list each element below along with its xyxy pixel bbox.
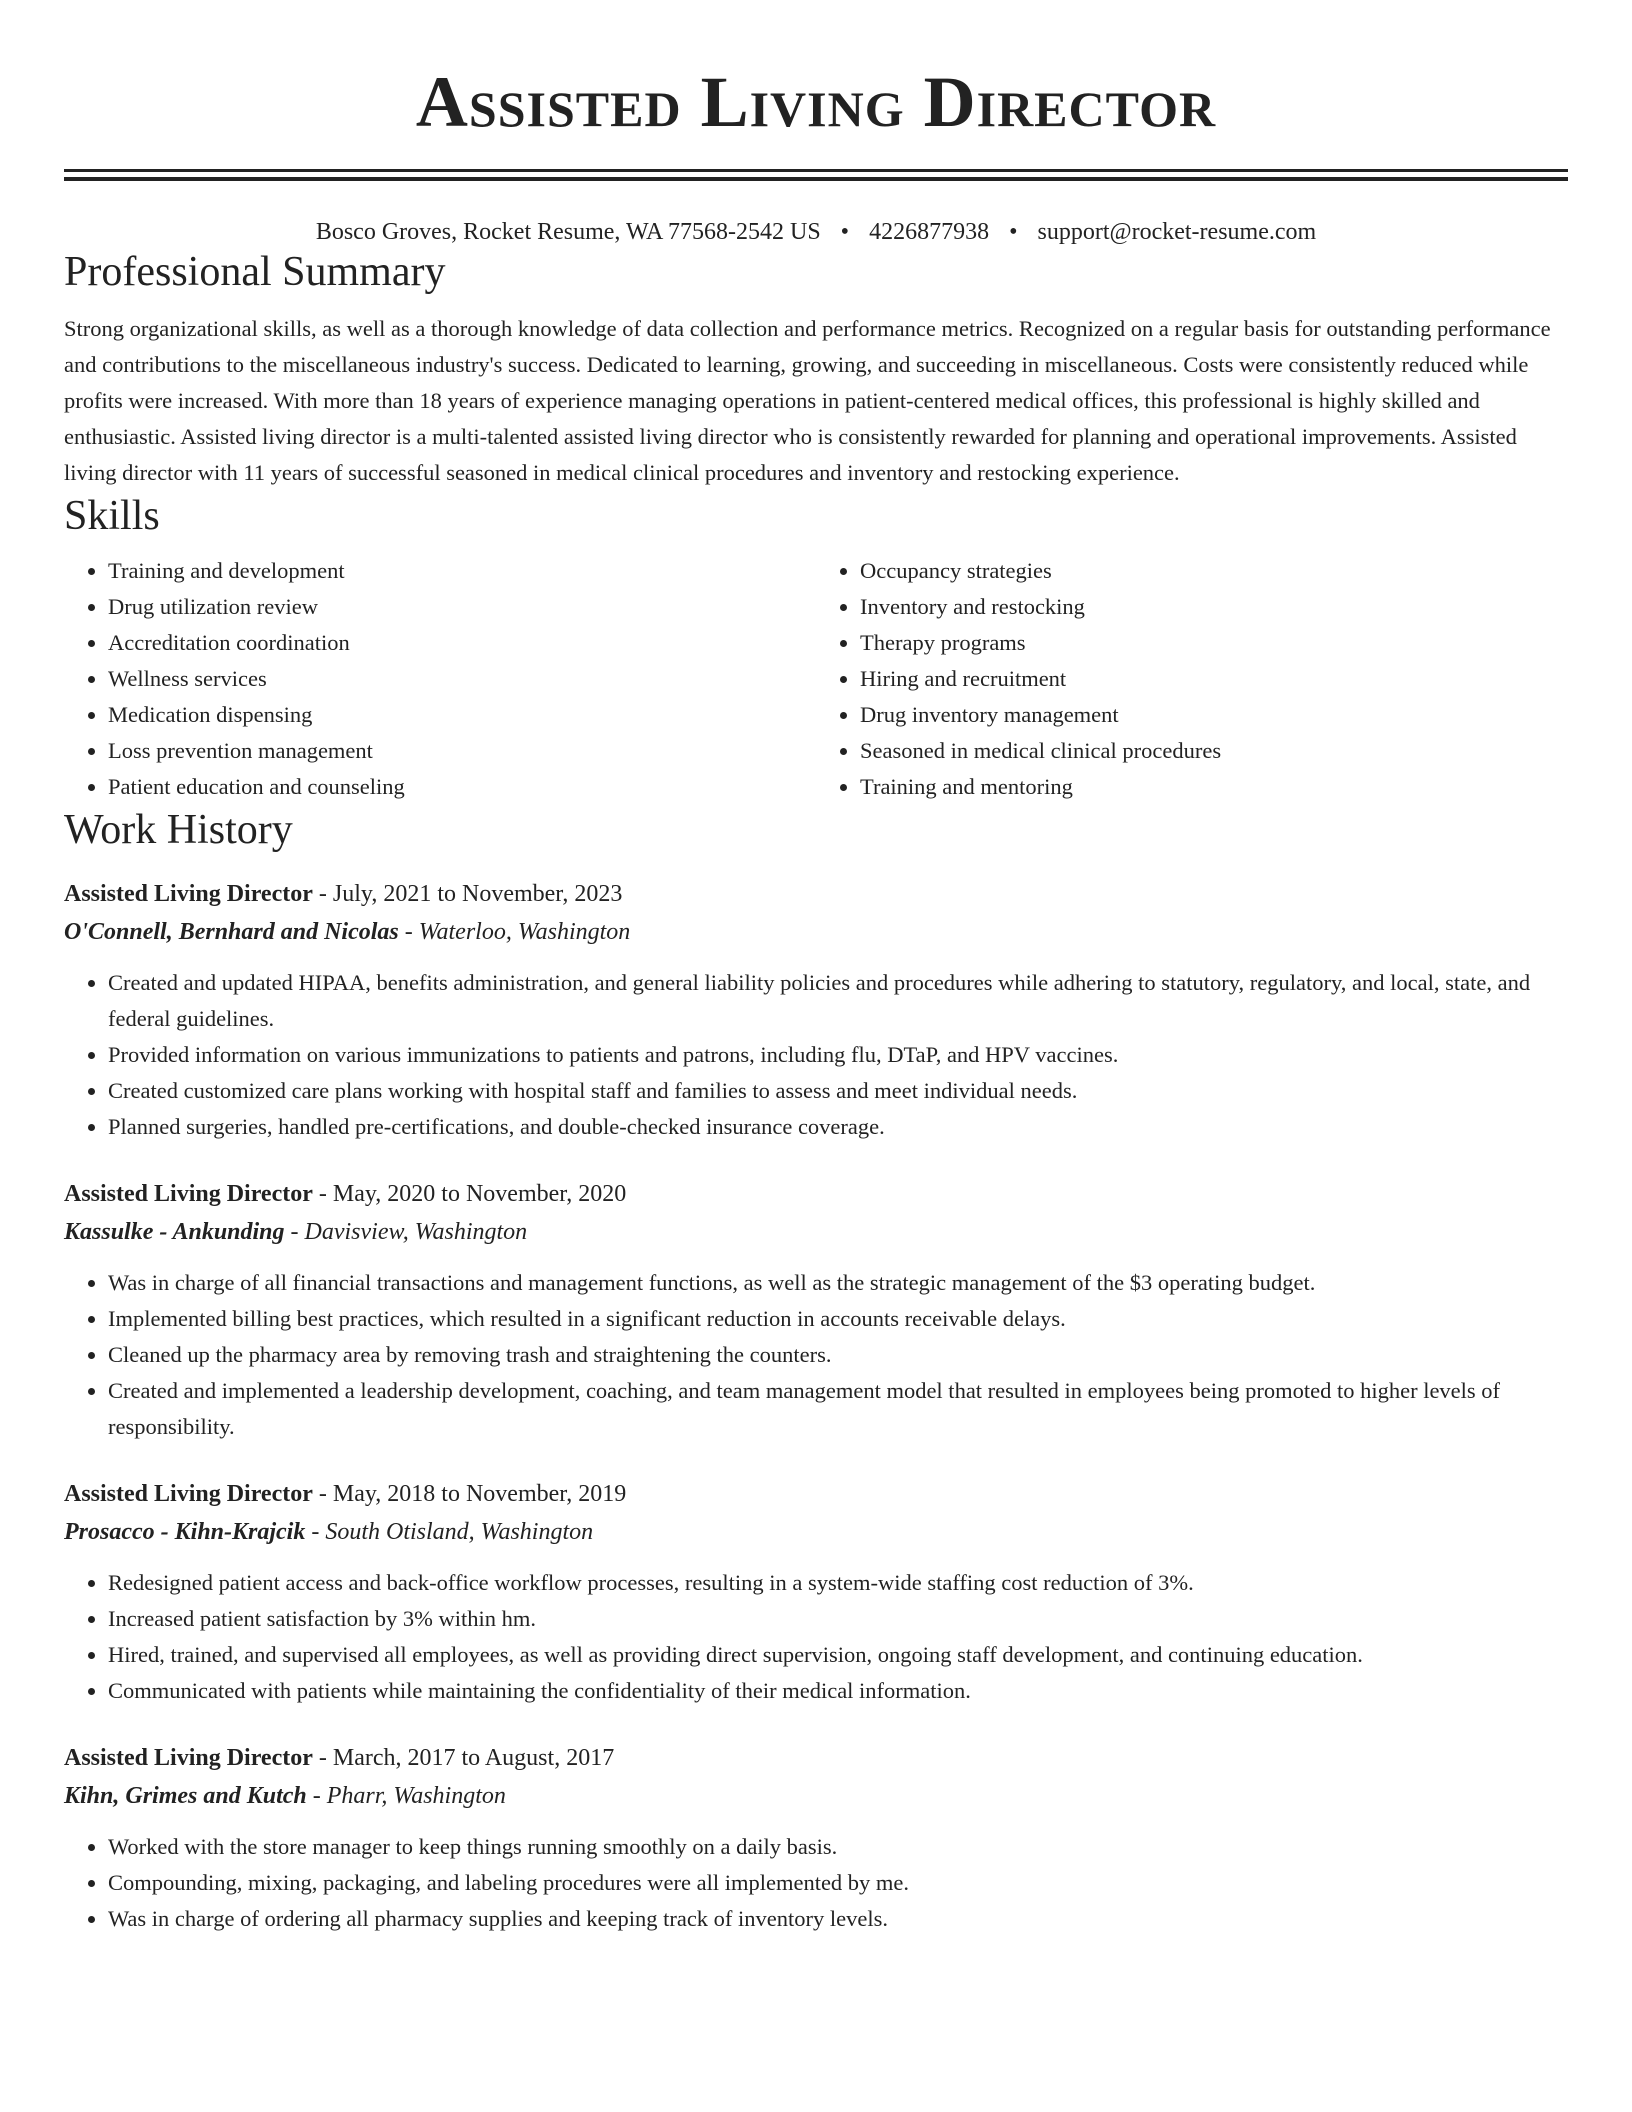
skills-list xyxy=(64,553,1568,805)
job-entry xyxy=(64,1175,1568,1445)
job-bullets xyxy=(64,965,1568,1145)
job-bullet: • Provided information on various immunizations to patients and patrons, including flu, DTaP, and HPV vaccines. xyxy=(108,1037,1568,1073)
skill-item: • Medication dispensing xyxy=(108,697,816,733)
job-title-line xyxy=(64,1475,1568,1513)
job-bullet: • Worked with the store manager to keep things running smoothly on a daily basis. xyxy=(108,1829,1568,1865)
job-bullet: • Cleaned up the pharmacy area by removing trash and straightening the counters. xyxy=(108,1337,1568,1373)
company-line xyxy=(64,1213,1568,1251)
title-divider-bottom xyxy=(64,177,1568,181)
job-title-line xyxy=(64,1739,1568,1777)
skill-item: • Accreditation coordination xyxy=(108,625,816,661)
resume-title: Assisted Living Director xyxy=(415,62,1217,142)
job-dates: - March, 2017 to August, 2017 xyxy=(312,1745,615,1771)
skill-item: • Wellness services xyxy=(108,661,816,697)
job-bullet: • Was in charge of all financial transactions and management functions, as well as the strategic management of the $3 operating budget. xyxy=(108,1265,1568,1301)
job-bullets xyxy=(64,1265,1568,1445)
skill-item: • Training and development xyxy=(108,553,816,589)
summary-text: Strong organizational skills, as well as a thorough knowledge of data collection and performance metrics. Recognized on a regular basis for outstanding performance and contributions to the miscellaneous industry's success. Dedicated to learning, growing, and succeeding in miscellaneous. Costs were consistently reduced while profits were increased. With more than 18 years of experience managing operations in patient-centered medical offices, this professional is highly skilled and enthusiastic. Assisted living director is a multi-talented assisted living director who is consistently rewarded for planning and operational improvements. Assisted living director with 11 years of successful seasoned in medical clinical procedures and inventory and restocking experience. xyxy=(64,316,1551,485)
job-entry xyxy=(64,875,1568,1145)
company-name: Kihn, Grimes and Kutch xyxy=(64,1783,307,1809)
company-name: Prosacco - Kihn-Krajcik xyxy=(64,1519,306,1545)
company-line xyxy=(64,1513,1568,1551)
company-name: Kassulke - Ankunding xyxy=(64,1219,285,1245)
summary-heading: Professional Summary xyxy=(64,249,446,295)
skill-item: • Seasoned in medical clinical procedures xyxy=(860,733,1568,769)
skill-item: • Therapy programs xyxy=(860,625,1568,661)
resume-page xyxy=(64,0,1568,1937)
job-bullet: • Compounding, mixing, packaging, and labeling procedures were all implemented by me. xyxy=(108,1865,1568,1901)
company-name: O'Connell, Bernhard and Nicolas xyxy=(64,919,399,945)
skill-item: • Training and mentoring xyxy=(860,769,1568,805)
job-bullet: • Implemented billing best practices, which resulted in a significant reduction in accounts receivable delays. xyxy=(108,1301,1568,1337)
job-bullet: • Created and updated HIPAA, benefits administration, and general liability policies and procedures while adhering to statutory, regulatory, and local, state, and federal guidelines. xyxy=(108,965,1568,1037)
contact-phone: 4226877938 xyxy=(869,219,990,245)
skill-item: • Loss prevention management xyxy=(108,733,816,769)
job-location: - Davisview, Washington xyxy=(284,1219,528,1245)
contact-separator: • xyxy=(1009,219,1018,245)
skills-column-left xyxy=(64,553,816,805)
skill-item: • Patient education and counseling xyxy=(108,769,816,805)
work-history-heading: Work History xyxy=(64,807,293,853)
contact-line xyxy=(64,217,1568,247)
job-title-line xyxy=(64,875,1568,913)
job-title: Assisted Living Director xyxy=(64,1181,313,1207)
title-divider-top xyxy=(64,169,1568,172)
company-line xyxy=(64,913,1568,951)
job-dates: - May, 2018 to November, 2019 xyxy=(312,1481,627,1507)
job-title: Assisted Living Director xyxy=(64,881,313,907)
job-bullet: • Hired, trained, and supervised all employees, as well as providing direct supervision, ongoing staff development, and continuing education. xyxy=(108,1637,1568,1673)
skills-heading: Skills xyxy=(64,493,160,539)
skill-item: • Hiring and recruitment xyxy=(860,661,1568,697)
contact-email: support@rocket-resume.com xyxy=(1037,219,1317,245)
skill-item: • Occupancy strategies xyxy=(860,553,1568,589)
job-title: Assisted Living Director xyxy=(64,1481,313,1507)
contact-address: Bosco Groves, Rocket Resume, WA 77568-2542 US xyxy=(315,219,821,245)
job-bullet: • Was in charge of ordering all pharmacy supplies and keeping track of inventory levels. xyxy=(108,1901,1568,1937)
job-entry xyxy=(64,1475,1568,1709)
job-dates: - July, 2021 to November, 2023 xyxy=(312,881,623,907)
skill-item: • Drug inventory management xyxy=(860,697,1568,733)
job-bullets xyxy=(64,1829,1568,1937)
skill-item: • Inventory and restocking xyxy=(860,589,1568,625)
job-bullet: • Created and implemented a leadership development, coaching, and team management model that resulted in employees being promoted to higher levels of responsibility. xyxy=(108,1373,1568,1445)
job-bullet: • Redesigned patient access and back-office workflow processes, resulting in a system-wide staffing cost reduction of 3%. xyxy=(108,1565,1568,1601)
job-bullets xyxy=(64,1565,1568,1709)
job-title-line xyxy=(64,1175,1568,1213)
job-dates: - May, 2020 to November, 2020 xyxy=(312,1181,627,1207)
job-location: - South Otisland, Washington xyxy=(305,1519,594,1545)
job-title: Assisted Living Director xyxy=(64,1745,313,1771)
skill-item: • Drug utilization review xyxy=(108,589,816,625)
contact-separator: • xyxy=(840,219,850,245)
job-location: - Pharr, Washington xyxy=(306,1783,506,1809)
job-bullet: • Increased patient satisfaction by 3% within hm. xyxy=(108,1601,1568,1637)
job-bullet: • Communicated with patients while maintaining the confidentiality of their medical information. xyxy=(108,1673,1568,1709)
company-line xyxy=(64,1777,1568,1815)
skills-column-right xyxy=(816,553,1568,805)
job-bullet: • Created customized care plans working with hospital staff and families to assess and meet individual needs. xyxy=(108,1073,1568,1109)
job-entry xyxy=(64,1739,1568,1937)
job-location: - Waterloo, Washington xyxy=(398,919,631,945)
job-bullet: • Planned surgeries, handled pre-certifications, and double-checked insurance coverage. xyxy=(108,1109,1568,1145)
